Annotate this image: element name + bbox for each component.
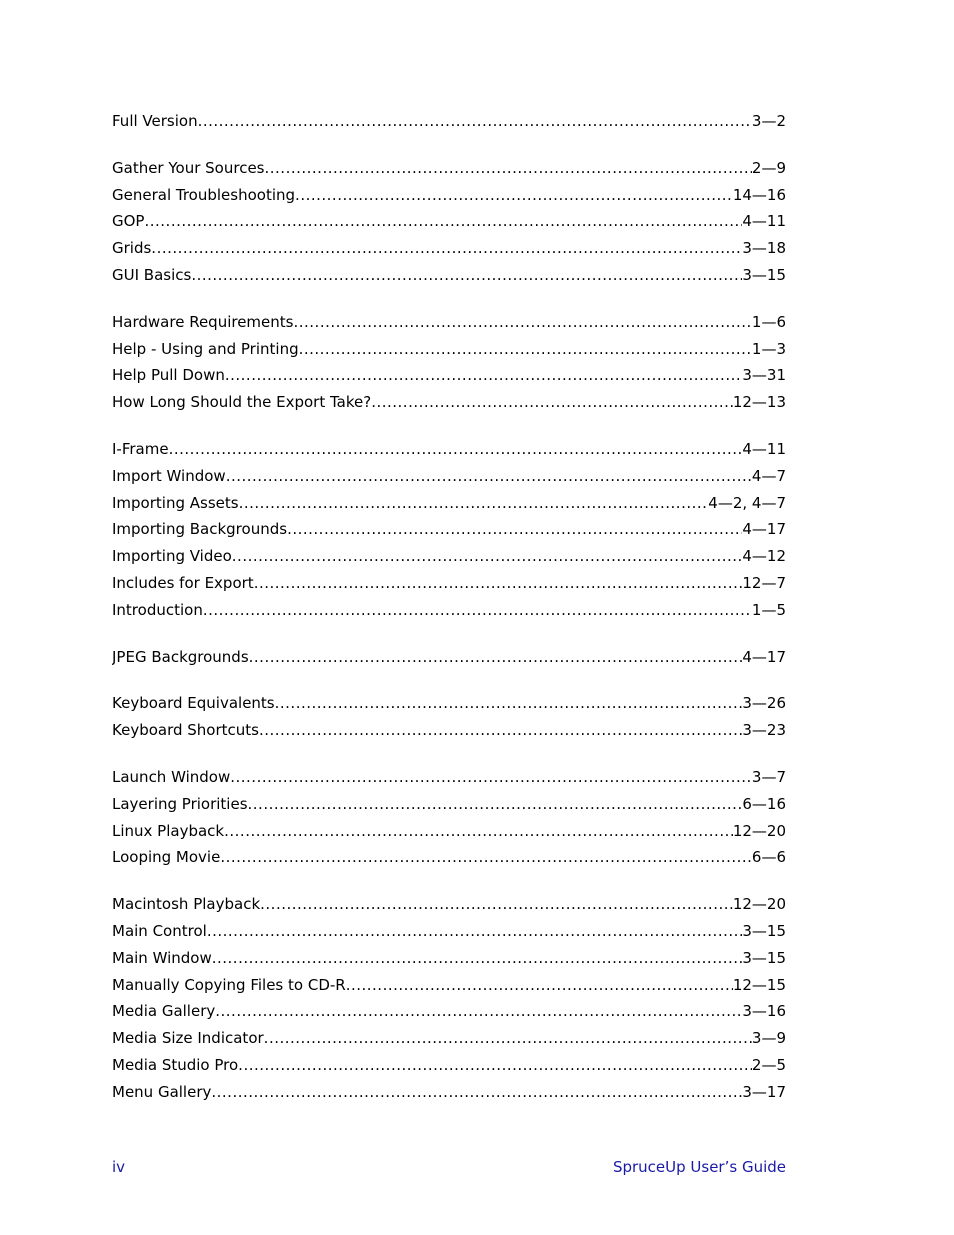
dot-leader	[211, 1079, 742, 1106]
index-entry	[112, 998, 786, 1025]
dot-leader	[293, 309, 751, 336]
index-entry	[112, 570, 786, 597]
dot-leader	[346, 972, 733, 999]
index-entry	[112, 891, 786, 918]
index-term: JPEG Backgrounds	[112, 647, 249, 666]
index-entry	[112, 945, 786, 972]
index-letter-group	[112, 436, 786, 624]
dot-leader	[238, 1052, 752, 1079]
index-page-reference: 12—20	[732, 821, 786, 840]
index-term: Importing Assets	[112, 493, 239, 512]
index-entry	[112, 309, 786, 336]
index-entry	[112, 844, 786, 871]
index-entry	[112, 182, 786, 209]
index-page-reference: 1—3	[751, 339, 786, 358]
index-term: Linux Playback	[112, 821, 225, 840]
index-entry	[112, 1079, 786, 1106]
dot-leader	[299, 336, 752, 363]
index-term: Importing Video	[112, 547, 232, 566]
dot-leader	[264, 1025, 752, 1052]
index-entry	[112, 235, 786, 262]
index-entry	[112, 108, 786, 135]
index-term: I-Frame	[112, 439, 169, 458]
index-letter-group	[112, 764, 786, 871]
index-entry	[112, 516, 786, 543]
dot-leader	[260, 891, 733, 918]
index-page-reference: 12—20	[732, 895, 786, 914]
dot-leader	[151, 235, 742, 262]
index-page-reference: 3—16	[742, 1002, 786, 1021]
index-page-reference: 4—11	[742, 212, 786, 231]
dot-leader	[169, 436, 743, 463]
index-page-reference: 4—12	[742, 547, 786, 566]
index-term: Hardware Requirements	[112, 312, 294, 331]
index-page-reference: 14—16	[732, 185, 786, 204]
index-entry	[112, 972, 786, 999]
dot-leader	[230, 764, 752, 791]
index-list	[112, 108, 786, 1126]
index-letter-group	[112, 108, 786, 135]
index-page-reference: 3—15	[742, 948, 786, 967]
index-page-reference: 12—7	[742, 573, 786, 592]
index-page-reference: 3—7	[751, 767, 786, 786]
index-term: How Long Should the Export Take?	[112, 393, 372, 412]
index-page-reference: 2—9	[751, 158, 786, 177]
dot-leader	[287, 516, 742, 543]
index-entry	[112, 918, 786, 945]
index-term: Media Studio Pro	[112, 1055, 239, 1074]
index-term: Includes for Export	[112, 573, 254, 592]
index-entry	[112, 1025, 786, 1052]
dot-leader	[191, 262, 742, 289]
index-term: Launch Window	[112, 767, 231, 786]
index-term: GOP	[112, 212, 145, 231]
dot-leader	[220, 844, 752, 871]
index-page-reference: 12—13	[732, 393, 786, 412]
dot-leader	[215, 998, 742, 1025]
index-page-reference: 3—26	[742, 694, 786, 713]
dot-leader	[265, 155, 752, 182]
index-page-reference: 3—31	[742, 366, 786, 385]
dot-leader	[275, 690, 743, 717]
index-entry	[112, 463, 786, 490]
index-letter-group	[112, 690, 786, 744]
dot-leader	[295, 182, 733, 209]
index-entry	[112, 208, 786, 235]
dot-leader	[203, 597, 752, 624]
page-footer	[112, 1158, 786, 1176]
index-entry	[112, 818, 786, 845]
index-page-reference: 2—5	[751, 1055, 786, 1074]
dot-leader	[224, 818, 733, 845]
dot-leader	[371, 389, 733, 416]
index-letter-group	[112, 644, 786, 671]
index-term: GUI Basics	[112, 265, 192, 284]
index-entry	[112, 262, 786, 289]
index-entry	[112, 644, 786, 671]
index-page-reference: 4—17	[742, 647, 786, 666]
index-term: General Troubleshooting	[112, 185, 296, 204]
index-term: Media Size Indicator	[112, 1029, 264, 1048]
index-page-reference: 3—9	[751, 1029, 786, 1048]
dot-leader	[254, 570, 743, 597]
index-entry	[112, 717, 786, 744]
index-entry	[112, 490, 786, 517]
index-page-reference: 4—11	[742, 439, 786, 458]
footer-page-number: iv	[112, 1158, 126, 1176]
index-term: Help - Using and Printing	[112, 339, 299, 358]
dot-leader	[249, 644, 743, 671]
index-page-reference: 3—15	[742, 265, 786, 284]
index-entry	[112, 1052, 786, 1079]
index-page-reference: 1—6	[751, 312, 786, 331]
index-term: Keyboard Shortcuts	[112, 721, 259, 740]
index-term: Main Window	[112, 948, 212, 967]
index-term: Manually Copying Files to CD-R	[112, 975, 346, 994]
index-page-reference: 6—6	[751, 848, 786, 867]
index-term: Menu Gallery	[112, 1082, 212, 1101]
index-entry	[112, 764, 786, 791]
index-page-reference: 1—5	[751, 600, 786, 619]
dot-leader	[212, 945, 743, 972]
index-term: Media Gallery	[112, 1002, 216, 1021]
index-term: Import Window	[112, 466, 226, 485]
index-entry	[112, 791, 786, 818]
index-page-reference: 3—15	[742, 921, 786, 940]
index-term: Layering Priorities	[112, 794, 248, 813]
index-entry	[112, 362, 786, 389]
index-page-reference: 3—23	[742, 721, 786, 740]
index-page-reference: 4—7	[751, 466, 786, 485]
index-page-reference: 3—2	[751, 112, 786, 130]
dot-leader	[225, 362, 743, 389]
index-page-reference: 12—15	[732, 975, 786, 994]
footer-book-title: SpruceUp User’s Guide	[612, 1158, 786, 1176]
index-term: Grids	[112, 239, 152, 258]
index-page-reference: 4—17	[742, 520, 786, 539]
index-page-reference: 3—18	[742, 239, 786, 258]
dot-leader	[226, 463, 752, 490]
index-page-reference: 6—16	[742, 794, 786, 813]
index-term: Introduction	[112, 600, 203, 619]
dot-leader	[144, 208, 742, 235]
index-entry	[112, 597, 786, 624]
index-letter-group	[112, 155, 786, 289]
dot-leader	[259, 717, 742, 744]
index-term: Help Pull Down	[112, 366, 225, 385]
dot-leader	[239, 490, 709, 517]
index-entry	[112, 690, 786, 717]
index-page-reference: 3—17	[742, 1082, 786, 1101]
index-term: Keyboard Equivalents	[112, 694, 275, 713]
index-term: Gather Your Sources	[112, 158, 265, 177]
index-entry	[112, 543, 786, 570]
dot-leader	[248, 791, 743, 818]
index-term: Full Version	[112, 112, 198, 130]
index-term: Looping Movie	[112, 848, 221, 867]
dot-leader	[198, 108, 752, 135]
index-entry	[112, 155, 786, 182]
index-letter-group	[112, 309, 786, 416]
index-term: Main Control	[112, 921, 207, 940]
index-term: Macintosh Playback	[112, 895, 261, 914]
index-term: Importing Backgrounds	[112, 520, 288, 539]
index-entry	[112, 436, 786, 463]
index-entry	[112, 336, 786, 363]
index-entry	[112, 389, 786, 416]
dot-leader	[207, 918, 743, 945]
index-page-reference: 4—2, 4—7	[708, 493, 786, 512]
index-letter-group	[112, 891, 786, 1105]
dot-leader	[232, 543, 743, 570]
